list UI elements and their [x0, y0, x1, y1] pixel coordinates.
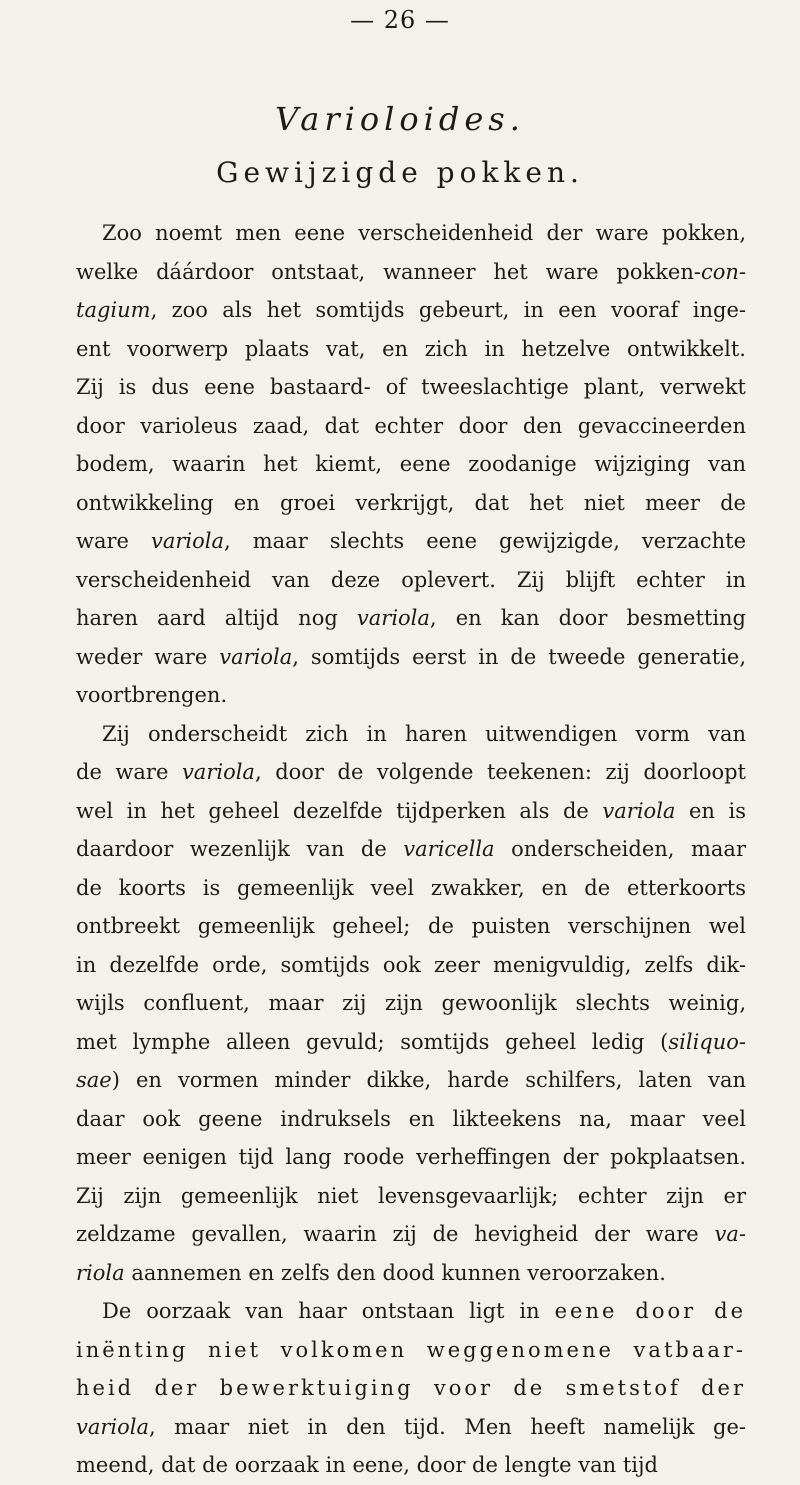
text-run: de ware	[76, 760, 182, 784]
text-run: de koorts is gemeenlijk veel zwakker, en de etterkoorts	[76, 875, 746, 900]
text-line	[76, 1177, 746, 1216]
italic-term: variola	[356, 606, 430, 630]
text-run: wel in het geheel dezelfde tijdperken als de	[76, 798, 603, 823]
text-run: ontwikkeling en groei verkrijgt, dat het niet meer de	[76, 490, 746, 515]
text-run: verscheidenheid van deze oplevert. Zij blijft echter in	[76, 567, 746, 592]
section-subtitle: Gewijzigde pokken.	[216, 156, 584, 189]
text-line	[76, 869, 746, 908]
text-line	[76, 407, 746, 446]
italic-term: sae	[76, 1068, 112, 1092]
page-number: — 26 —	[350, 6, 450, 34]
text-line	[76, 1331, 746, 1370]
text-run: daardoor wezenlijk van de	[76, 837, 404, 861]
text-line	[76, 1254, 746, 1293]
text-line	[76, 830, 746, 869]
text-line	[76, 484, 746, 523]
text-run: Zoo noemt men eene verscheidenheid der ware pokken,	[102, 221, 746, 245]
text-run: haren aard altijd nog	[76, 606, 357, 630]
text-line	[76, 561, 746, 600]
body-text	[76, 214, 746, 1485]
text-run: meer eenigen tijd lang roode verheffingen der pokplaatsen.	[76, 1145, 746, 1169]
text-run: onderscheiden, maar	[494, 837, 746, 861]
text-line	[76, 599, 746, 638]
italic-term: variola	[151, 529, 225, 553]
text-line	[76, 1061, 746, 1100]
text-line	[76, 1023, 746, 1062]
text-run: , en kan door besmetting	[429, 606, 747, 630]
text-run: wijls confluent, maar zij zijn gewoonlijk slechts weinig,	[76, 991, 746, 1015]
text-run: welke dáárdoor ontstaat, wanneer het ware pokken-	[76, 259, 701, 284]
text-run: door varioleus zaad, dat echter door den gevaccineerden	[76, 413, 746, 438]
italic-term: con-	[700, 259, 746, 284]
italic-term: va-	[714, 1222, 746, 1246]
italic-term: variola	[181, 760, 255, 784]
spaced-emphasis: heid der bewerktuiging voor de smetstof der	[76, 1376, 746, 1400]
text-line	[76, 1369, 746, 1408]
text-line	[76, 792, 746, 831]
section-title: Varioloides.	[275, 100, 525, 138]
text-line	[76, 1292, 746, 1331]
text-run: ware	[76, 529, 151, 553]
spaced-emphasis: eene door de	[554, 1299, 746, 1323]
text-line	[76, 253, 746, 292]
italic-term: siliquo-	[668, 1029, 746, 1054]
text-run: Zij onderscheidt zich in haren uitwendigen vorm van	[102, 721, 746, 746]
text-line	[76, 1446, 746, 1485]
text-run: voortbrengen.	[76, 683, 228, 707]
text-run: ) en vormen minder dikke, harde schilfers, laten van	[111, 1068, 746, 1092]
text-run: , maar niet in den tijd. Men heeft namelijk ge-	[149, 1414, 746, 1439]
text-run: De oorzaak van haar ontstaan ligt in	[102, 1299, 555, 1323]
text-line	[76, 291, 746, 330]
text-line	[76, 445, 746, 484]
text-line	[76, 1138, 746, 1177]
text-line	[76, 753, 746, 792]
text-line	[76, 907, 746, 946]
text-run: en is	[675, 798, 746, 823]
text-line	[76, 638, 746, 677]
text-run: , maar slechts eene gewijzigde, verzachte	[224, 529, 746, 553]
text-line	[76, 984, 746, 1023]
text-run: Zij zijn gemeenlijk niet levensgevaarlijk; echter zijn er	[76, 1183, 746, 1208]
italic-term: varicella	[403, 837, 495, 861]
text-line	[76, 676, 746, 715]
text-line	[76, 946, 746, 985]
text-run: weder ware	[76, 644, 220, 669]
italic-term: variola	[602, 798, 676, 823]
text-run: ontbreekt gemeenlijk geheel; de puisten verschijnen wel	[76, 914, 746, 938]
text-run: zeldzame gevallen, waarin zij de hevigheid der ware	[76, 1222, 715, 1246]
text-run: meend, dat de oorzaak in eene, door de lengte van tijd	[76, 1453, 658, 1477]
text-run: daar ook geene indruksels en likteekens na, maar veel	[76, 1106, 746, 1131]
text-run: Zij is dus eene bastaard- of tweeslachtige plant, verwekt	[76, 375, 746, 399]
text-line	[76, 1100, 746, 1139]
text-line	[76, 1408, 746, 1447]
text-run: , door de volgende teekenen: zij doorloopt	[254, 760, 746, 784]
text-run: ent voorwerp plaats vat, en zich in hetzelve ontwikkelt.	[76, 336, 746, 361]
italic-term: variola	[219, 644, 293, 669]
text-line	[76, 368, 746, 407]
text-line	[76, 330, 746, 369]
italic-term: variola	[76, 1414, 150, 1439]
text-run: , somtijds eerst in de tweede generatie,	[292, 644, 747, 669]
text-run: in dezelfde orde, somtijds ook zeer menigvuldig, zelfs dik-	[76, 952, 746, 977]
italic-term: tagium	[76, 298, 151, 322]
text-line	[76, 715, 746, 754]
text-line	[76, 214, 746, 253]
italic-term: riola	[76, 1260, 125, 1285]
spaced-emphasis: inënting niet volkomen weggenomene vatbaar-	[76, 1337, 746, 1362]
text-run: bodem, waarin het kiemt, eene zoodanige wijziging van	[76, 452, 746, 476]
text-run: aannemen en zelfs den dood kunnen veroorzaken.	[124, 1260, 666, 1285]
text-run: , zoo als het somtijds gebeurt, in een vooraf inge-	[150, 298, 746, 322]
text-line	[76, 522, 746, 561]
text-run: met lymphe alleen gevuld; somtijds geheel ledig (	[76, 1029, 669, 1054]
text-line	[76, 1215, 746, 1254]
